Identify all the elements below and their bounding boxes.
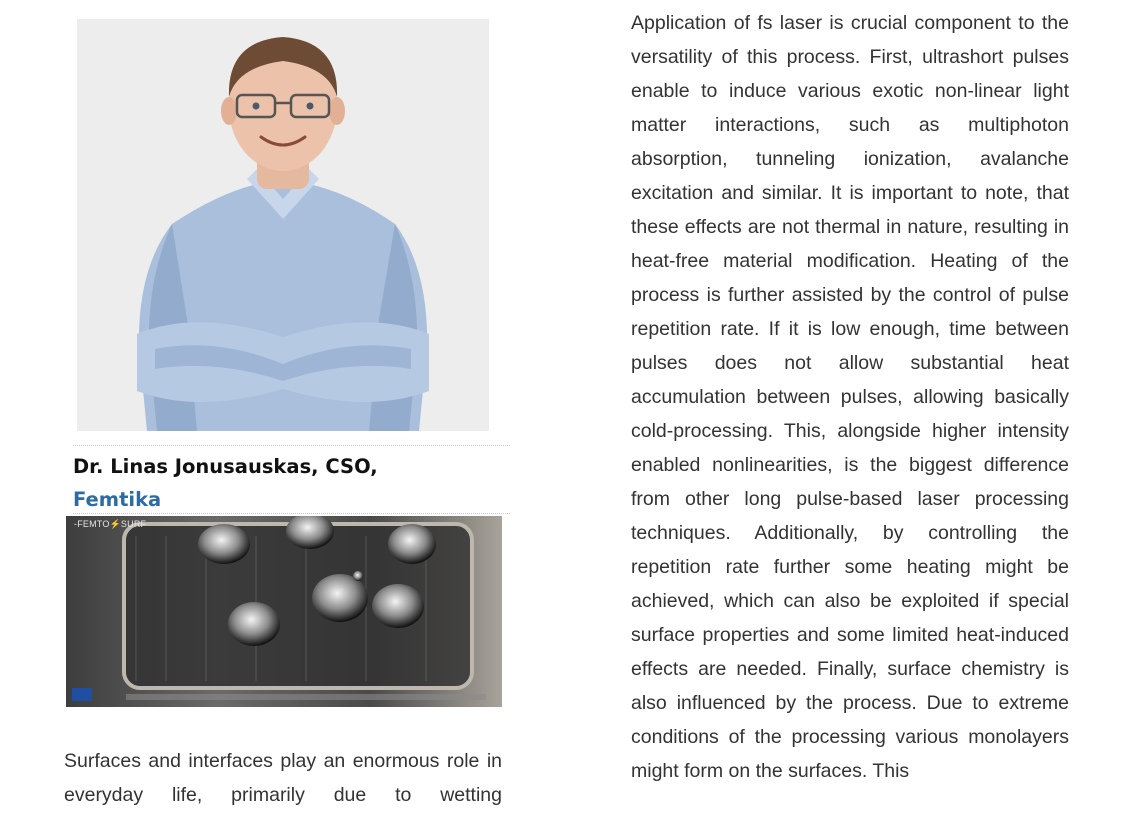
person-caption — [73, 450, 513, 516]
caption-divider-bottom — [73, 513, 510, 514]
intro-paragraph: Surfaces and interfaces play an enormous role in everyday life, primarily due to wetting — [64, 750, 502, 806]
portrait-photo — [77, 19, 489, 431]
droplets-illustration — [66, 516, 502, 707]
caption-divider-top — [73, 445, 510, 446]
article-paragraph: Application of fs laser is crucial component to the versatility of this process. First, ultrashort pulses enable to induce various exotic non-linear light matter interactions, such as multiphoton absorption, tunneling ionization, avalanche excitation and similar. It is important to note, that these effects are not thermal in nature, resulting in heat-free material modification. Heating of the process is further assisted by the control of pulse repetition rate. If it is low enough, time between pulses does not allow substantial heat accumulation between pulses, allowing basically cold-processing. This, alongside higher intensity enabled nonlinearities, is the biggest difference from other long pulse-based laser processing techniques. Additionally, by controlling the repetition rate further some heating might be achieved, which can also be exploited if special surface properties and some limited heat-induced effects are needed. Finally, surface chemistry is also influenced by the process. Due to extreme conditions of the processing various monolayers might form on the surfaces. This — [631, 12, 1069, 782]
person-name: Dr. Linas Jonusauskas, CSO, — [73, 455, 378, 478]
femtosurf-banner-image — [66, 516, 502, 707]
company-name: Femtika — [73, 488, 162, 511]
portrait-illustration — [77, 19, 489, 431]
femtosurf-logo-text: -FEMTO⚡SURF — [74, 519, 147, 529]
